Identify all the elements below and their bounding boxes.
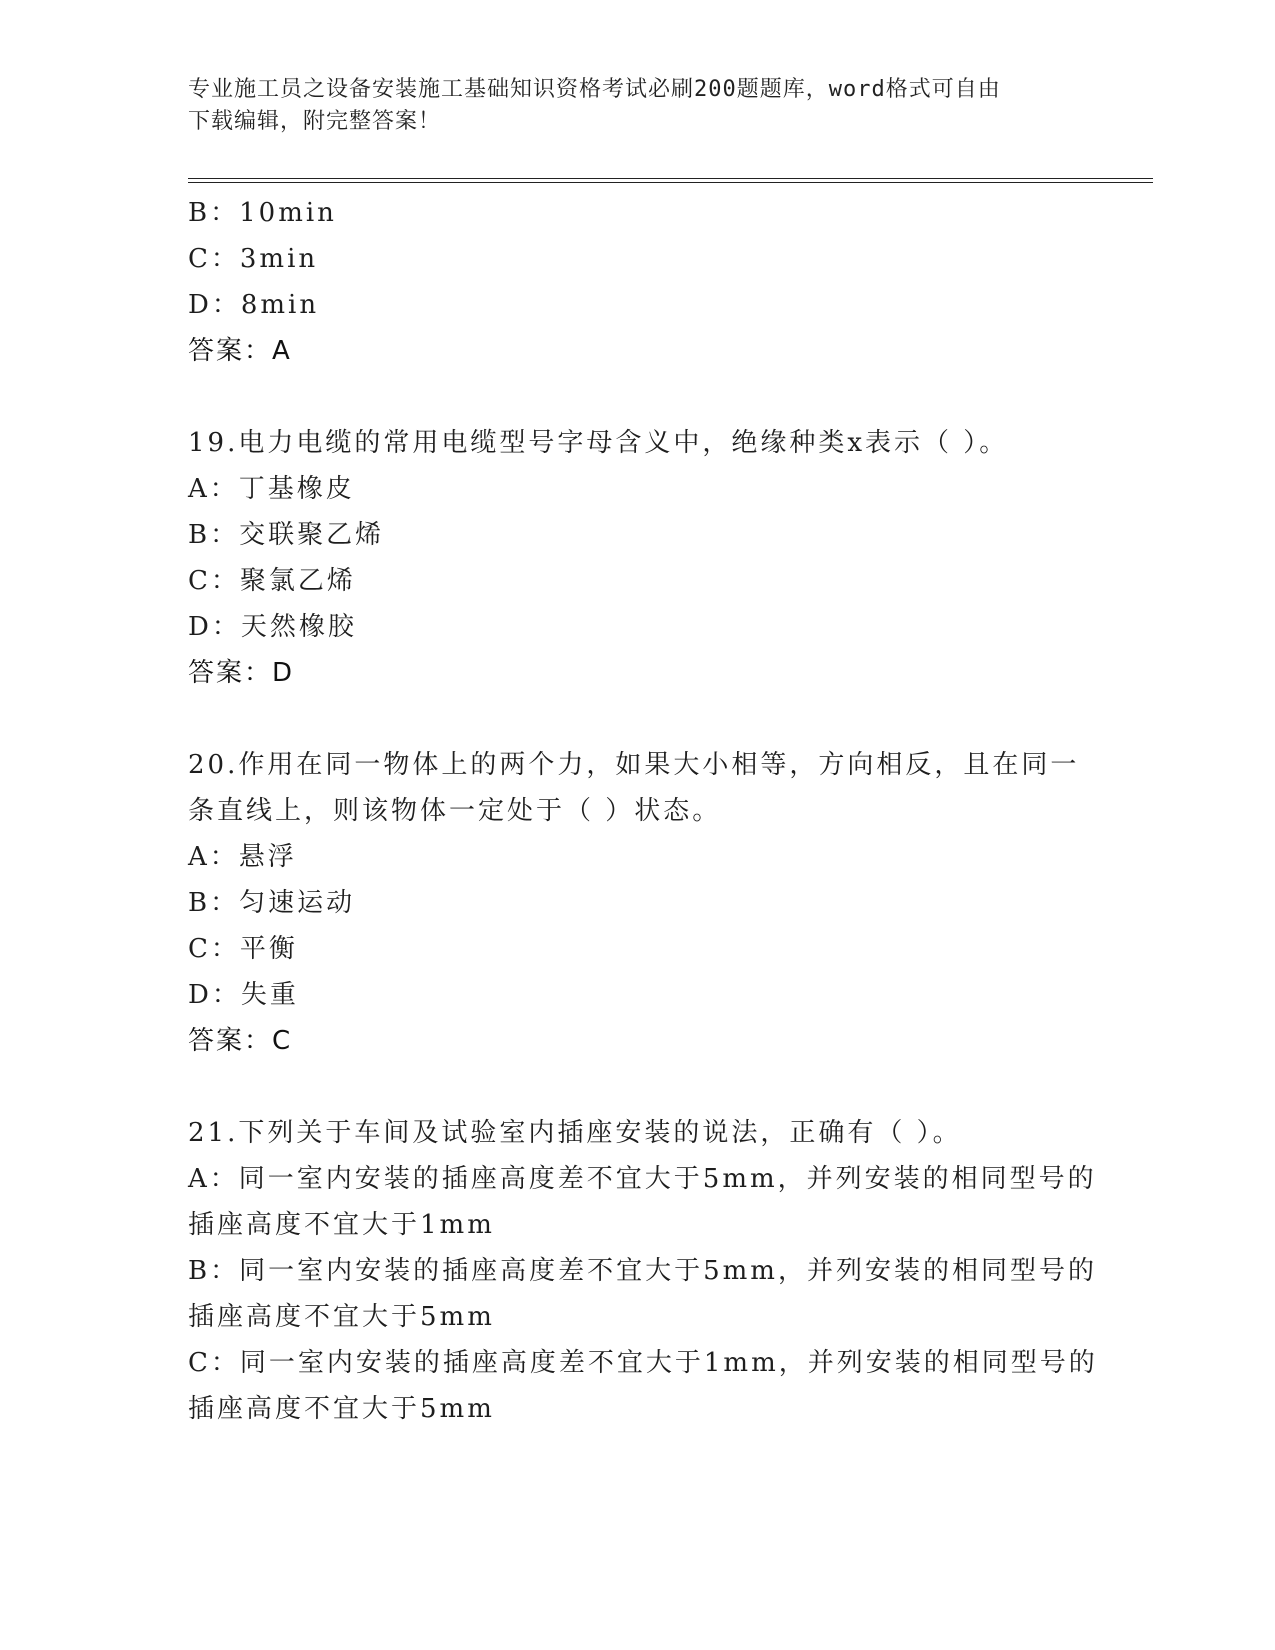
- option-a: A：悬浮: [188, 842, 297, 872]
- spacer: [188, 1064, 1088, 1110]
- spacer: [188, 374, 1088, 420]
- option-a: A：同一室内安装的插座高度差不宜大于5mm，并列安装的相同型号的: [188, 1164, 1097, 1194]
- document-header: [188, 74, 1068, 138]
- option-d: D：天然橡胶: [188, 612, 357, 642]
- question-19: [188, 420, 1088, 696]
- header-rule-top: [188, 178, 1153, 179]
- question-stem-continued: 条直线上，则该物体一定处于（ ）状态。: [188, 796, 722, 826]
- option-b: B：交联聚乙烯: [188, 520, 385, 550]
- header-line-1: 专业施工员之设备安装施工基础知识资格考试必刷200题题库，word格式可自由: [188, 77, 1001, 102]
- question-stem: 20.作用在同一物体上的两个力，如果大小相等，方向相反，且在同一: [188, 750, 1080, 780]
- question-21: [188, 1110, 1098, 1432]
- header-line-2: 下载编辑，附完整答案！: [188, 109, 442, 134]
- question-20: [188, 742, 1088, 1064]
- option-a: A：丁基橡皮: [188, 474, 355, 504]
- option-b: B：10min: [188, 198, 337, 228]
- option-c: C：同一室内安装的插座高度差不宜大于1mm，并列安装的相同型号的: [188, 1348, 1098, 1378]
- question-list: [188, 190, 1098, 1432]
- option-b: B：匀速运动: [188, 888, 356, 918]
- option-b: B：同一室内安装的插座高度差不宜大于5mm，并列安装的相同型号的: [188, 1256, 1097, 1286]
- option-d: D：失重: [188, 980, 299, 1010]
- option-b-continued: 插座高度不宜大于5mm: [188, 1302, 495, 1332]
- answer-line: 答案：A: [188, 336, 292, 366]
- option-c-continued: 插座高度不宜大于5mm: [188, 1394, 495, 1424]
- option-d: D：8min: [188, 290, 320, 320]
- option-c: C：聚氯乙烯: [188, 566, 356, 596]
- question-18-continuation: [188, 190, 1088, 374]
- header-rule-bottom: [188, 182, 1153, 183]
- option-a-continued: 插座高度不宜大于1mm: [188, 1210, 495, 1240]
- answer-line: 答案：C: [188, 1026, 293, 1056]
- option-c: C：3min: [188, 244, 319, 274]
- spacer: [188, 696, 1088, 742]
- option-c: C：平衡: [188, 934, 298, 964]
- question-stem: 21.下列关于车间及试验室内插座安装的说法，正确有（ ）。: [188, 1118, 962, 1148]
- question-stem: 19.电力电缆的常用电缆型号字母含义中，绝缘种类x表示（ ）。: [188, 428, 1009, 458]
- answer-line: 答案：D: [188, 658, 295, 688]
